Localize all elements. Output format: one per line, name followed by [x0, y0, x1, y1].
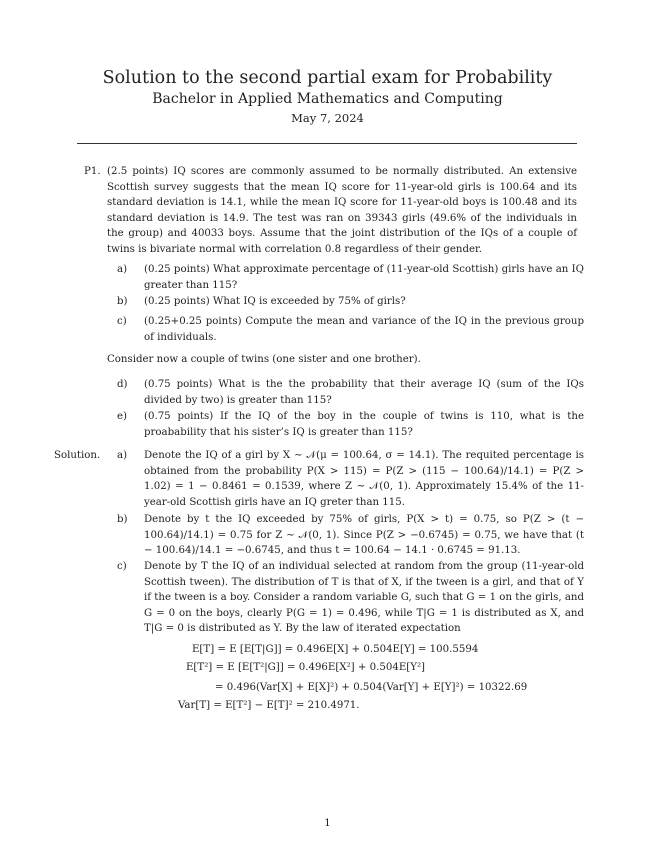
document-title: Solution to the second partial exam for Probability: [102, 68, 553, 88]
solution-tag: b): [117, 514, 128, 525]
document-subtitle: Bachelor in Applied Mathematics and Computing: [152, 91, 503, 107]
equation-line: E[T²] = E [E[T²|G]] = 0.496E[X²] + 0.504E[Y²]: [186, 662, 426, 673]
document-date: May 7, 2024: [291, 111, 364, 125]
page-number: 1: [324, 818, 331, 829]
solution-label: Solution.: [54, 450, 101, 461]
question-text: (0.25+0.25 points) Compute the mean and variance of the IQ in the previous group of individuals.: [144, 316, 584, 343]
problem-label: P1.: [84, 166, 101, 177]
question-tag: b): [117, 296, 128, 307]
question-text: (0.75 points) If the IQ of the boy in the couple of twins is 110, what is the proabability that his sister’s IQ is greater than 115?: [144, 411, 584, 438]
solution-text: Denote by t the IQ exceeded by 75% of girls, P(X > t) = 0.75, so P(Z > (t − 100.64)/14.1) = 0.75 for Z ∼ 𝒩(0, 1). Since P(Z > −0.6745) = 0.75, we have that (t − 100.64)/14.1 = −0.6745, and thus t = 100.64 − 14.1 · 0.6745 = 91.13.: [144, 514, 584, 557]
title-divider: [77, 143, 577, 144]
equation-line: E[T] = E [E[T|G]] = 0.496E[X] + 0.504E[Y] = 100.5594: [192, 644, 479, 655]
solution-text: Denote the IQ of a girl by X ∼ 𝒩(μ = 100.64, σ = 14.1). The requited percentage is obtained from the probability P(X > 115) = P(Z > (115 − 100.64)/14.1) = P(Z > 1.02) = 1 − 0.8461 = 0.1539, where Z ∼ 𝒩(0, 1). Approximately 15.4% of the 11-year-old Scottish girls have an IQ greter than 115.: [144, 450, 584, 508]
question-text: (0.75 points) What is the the probability that their average IQ (sum of the IQs divided by two) is greater than 115?: [144, 379, 584, 406]
question-tag: c): [117, 316, 127, 327]
question-tag: a): [117, 264, 128, 275]
question-tag: e): [117, 411, 128, 422]
solution-tag: c): [117, 561, 127, 572]
solution-tag: a): [117, 450, 128, 461]
equation-line: = 0.496(Var[X] + E[X]²) + 0.504(Var[Y] + E[Y]²) = 10322.69: [215, 682, 528, 693]
question-text: (0.25 points) What IQ is exceeded by 75% of girls?: [144, 296, 406, 307]
solution-text: Denote by T the IQ of an individual selected at random from the group (11-year-old Scottish tween). The distribution of T is that of X, if the tween is a girl, and that of Y if the tween is a boy. Consider a random variable G, such that G = 1 on the girls, and G = 0 on the boys, clearly P(G = 1) = 0.496, while T|G = 1 is distributed as X, and T|G = 0 is distributed as Y. By the law of iterated expectation: [144, 561, 584, 635]
question-text: (0.25 points) What approximate percentage of (11-year-old Scottish) girls have an IQ greater than 115?: [144, 264, 584, 291]
twins-intro: Consider now a couple of twins (one sister and one brother).: [107, 354, 421, 365]
problem-statement: (2.5 points) IQ scores are commonly assumed to be normally distributed. An extensive Scottish survey suggests that the mean IQ score for 11-year-old girls is 100.64 and its standard deviation is 14.1, while the mean IQ score for 11-year-old boys is 100.48 and its standard deviation is 14.9. The test was ran on 39343 girls (49.6% of the individuals in the group) and 40033 boys. Assume that the joint distribution of the IQs of a couple of twins is bivariate normal with correlation 0.8 regardless of their gender.: [107, 166, 577, 255]
question-tag: d): [117, 379, 128, 390]
equation-line: Var[T] = E[T²] − E[T]² = 210.4971.: [178, 700, 360, 711]
